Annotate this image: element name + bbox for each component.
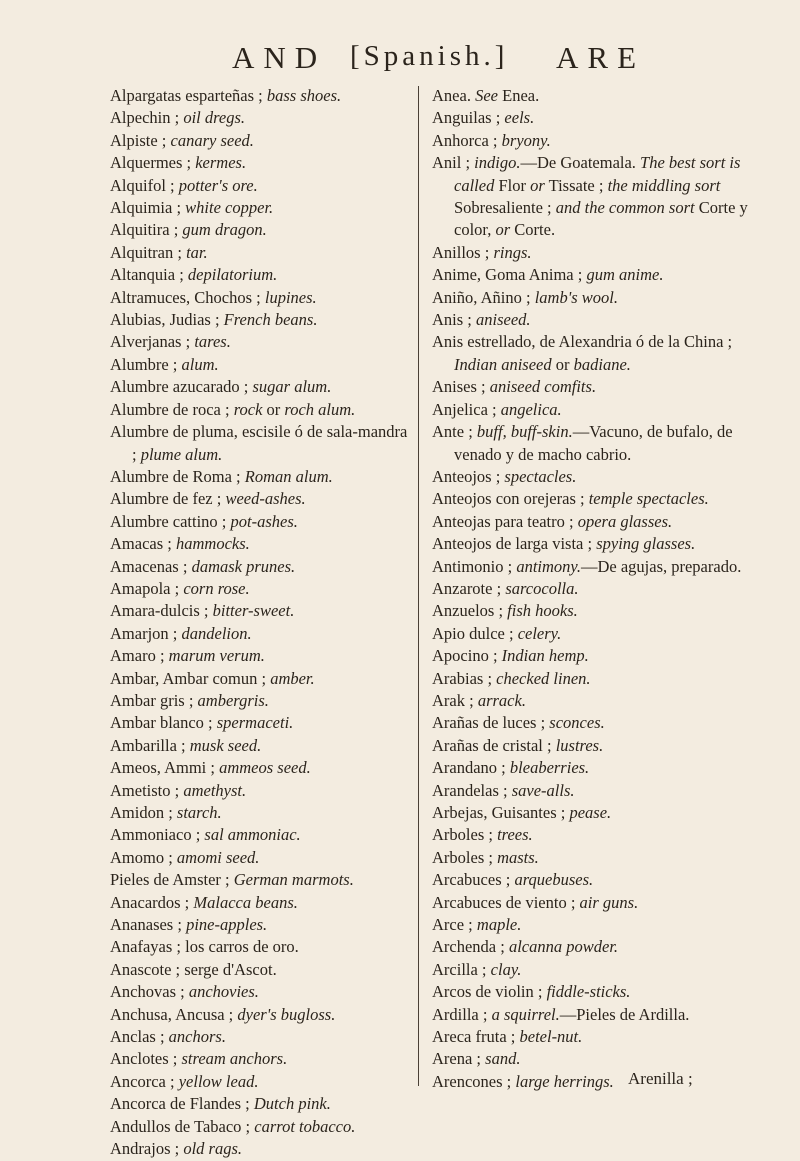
dictionary-entry [110,892,410,914]
entry-english: Roman alum. [244,466,333,486]
entry-english: pine-apples. [186,915,268,935]
entry-english: ammeos seed. [219,758,311,778]
entry-english: lustres. [555,735,604,755]
dictionary-entry [110,824,410,846]
entry-english: sand. [485,1049,521,1069]
entry-spanish: Anime, Goma Anima ; [432,265,587,285]
entry-spanish: Amaro ; [110,646,169,666]
entry-spanish: Anascote ; serge d'Ascot. [110,959,277,979]
header-left: AND [232,40,327,75]
entry-english: potter's ore. [178,175,258,195]
entry-spanish: Arañas de cristal ; [432,735,556,755]
entry-spanish: Anteojos de larga vista ; [432,534,597,554]
dictionary-entry [432,1071,772,1093]
entry-english: oil dregs. [183,108,246,128]
dictionary-entry [110,690,410,712]
dictionary-entry [110,735,410,757]
dictionary-entry [432,85,772,107]
dictionary-entry [432,623,772,645]
entry-spanish: Ametisto ; [110,780,184,800]
entry-spanish: Amomo ; [110,847,177,867]
dictionary-entry [110,959,410,981]
column-divider [418,86,419,1086]
dictionary-entry [432,645,772,667]
entry-english: air guns. [579,892,639,912]
dictionary-entry [110,354,410,376]
dictionary-entry [432,690,772,712]
entry-english: spectacles. [504,466,577,486]
entry-english: Dutch pink. [253,1094,331,1114]
entry-english: and the common sort [555,198,695,218]
entry-english: large herrings. [515,1071,614,1091]
entry-english: checked linen. [496,668,591,688]
entry-spanish: Arboles ; [432,825,498,845]
entry-english: sarcocolla. [505,578,579,598]
entry-spanish: Anis estrellado, de Alexandria ó de la China ; [432,332,733,352]
entry-english: sal ammoniac. [204,825,301,845]
entry-spanish: Arak ; [432,690,478,710]
dictionary-entry [110,578,410,600]
entry-english: hammocks. [175,534,250,554]
entry-spanish: Andullos de Tabaco ; [110,1116,255,1136]
dictionary-entry [432,802,772,824]
entry-english: kermes. [195,153,247,173]
dictionary-entry [110,85,410,107]
dictionary-entry [432,399,772,421]
entry-spanish: Ammoniaco ; [110,825,205,845]
dictionary-entry [110,264,410,286]
entry-text: Corte. [510,220,556,240]
entry-spanish: Anchusa, Ancusa ; [110,1004,238,1024]
entry-english: carrot tobacco. [254,1116,356,1136]
entry-spanish: Anacardos ; [110,892,194,912]
entry-english: sconces. [549,713,605,733]
entry-spanish: Alpargatas esparteñas ; [110,86,267,105]
dictionary-entry [432,892,772,914]
entry-spanish: Ameos, Ammi ; [110,758,220,778]
dictionary-entry [110,1116,410,1138]
entry-spanish: Amacas ; [110,534,176,554]
entry-spanish: Arce ; [432,915,477,935]
entry-spanish: Arcabuces ; [432,870,515,890]
entry-english: Indian hemp. [501,646,589,666]
entry-english: fish hooks. [507,601,578,621]
dictionary-entry [432,421,772,466]
entry-spanish: Alpiste ; [110,130,171,150]
dictionary-entry [110,1026,410,1048]
entry-text: —De Goatemala. [520,153,641,173]
dictionary-entry [110,130,410,152]
entry-spanish: Anteojas para teatro ; [432,511,578,531]
dictionary-entry [432,824,772,846]
entry-english: stream anchors. [181,1049,288,1069]
entry-spanish: Anil ; [432,153,475,173]
entry-text: —De agujas, preparado. [580,556,742,576]
entry-english: tar. [186,242,208,262]
entry-english: alum. [181,354,219,374]
dictionary-entry [110,197,410,219]
dictionary-entry [110,1048,410,1070]
entry-english: or [530,175,545,195]
header-right: ARE [556,40,645,75]
entry-spanish: Amapola ; [110,578,184,598]
entry-english: anchovies. [188,982,259,1002]
dictionary-entry [110,152,410,174]
entry-spanish: Altramuces, Chochos ; [110,287,265,307]
entry-text: —Pieles de Ardilla. [559,1004,690,1024]
entry-english: the middling sort [607,175,721,195]
entry-english: alcanna powder. [508,937,619,957]
entry-english: Malacca beans. [193,892,298,912]
entry-text: —Vacuno, de bufalo, de venado y de macho cabrio. [454,422,733,464]
entry-text: Sobresaliente ; [454,198,556,218]
entry-text: Enea. [497,86,540,105]
entry-english: badiane. [573,354,631,374]
entry-spanish: Amacenas ; [110,556,192,576]
dictionary-entry [110,981,410,1003]
dictionary-entry [110,376,410,398]
entry-english: plume alum. [140,444,223,464]
entry-english: canary seed. [170,130,254,150]
dictionary-entry [110,1138,410,1160]
dictionary-entry [432,735,772,757]
entry-english: dandelion. [181,623,252,643]
dictionary-entry [432,1004,772,1026]
entry-spanish: Alumbre de fez ; [110,489,226,509]
dictionary-entry [432,668,772,690]
entry-english: fiddle-sticks. [546,982,631,1002]
dictionary-entry [110,556,410,578]
entry-spanish: Ambar blanco ; [110,713,217,733]
dictionary-entry [110,1071,410,1093]
dictionary-entry [110,847,410,869]
entry-spanish: Amarjon ; [110,623,182,643]
entry-english: bass shoes. [266,86,342,105]
entry-english: tares. [194,332,231,352]
entry-spanish: Anzarote ; [432,578,506,598]
dictionary-entry [110,533,410,555]
entry-english: aniseed comfits. [489,377,597,397]
entry-spanish: Alquitran ; [110,242,187,262]
entry-english: eels. [504,108,535,128]
entry-spanish: Alumbre cattino ; [110,511,231,531]
dictionary-entry [110,914,410,936]
dictionary-entry [432,847,772,869]
dictionary-entry [110,175,410,197]
entry-english: buff, buff-skin. [476,422,573,442]
dictionary-entry [432,780,772,802]
entry-english: amethyst. [183,780,247,800]
dictionary-entry [432,152,772,242]
entry-spanish: Alumbre ; [110,354,182,374]
entry-spanish: Alumbre de Roma ; [110,466,245,486]
dictionary-entry [110,466,410,488]
entry-english: maple. [476,915,522,935]
entry-spanish: Anclas ; [110,1027,169,1047]
entry-spanish: Anhorca ; [432,130,502,150]
dictionary-entry [110,107,410,129]
entry-english: arquebuses. [514,870,594,890]
entry-spanish: Arencones ; [432,1071,516,1091]
entry-spanish: Ambarilla ; [110,735,190,755]
entry-english: marum verum. [168,646,265,666]
entry-english: ambergris. [197,690,269,710]
entry-spanish: Arabias ; [432,668,497,688]
right-column [432,85,772,1093]
entry-spanish: Anteojos ; [432,466,505,486]
entry-english: damask prunes. [191,556,296,576]
entry-english: indigo. [474,153,521,173]
entry-spanish: Ambar gris ; [110,690,198,710]
entry-spanish: Alquitira ; [110,220,183,240]
entry-english: a squirrel. [491,1004,560,1024]
dictionary-entry [110,668,410,690]
entry-spanish: Anteojos con orejeras ; [432,489,589,509]
entry-english: spermaceti. [216,713,294,733]
entry-spanish: Arañas de luces ; [432,713,550,733]
dictionary-entry [110,600,410,622]
dictionary-entry [432,287,772,309]
entry-english: clay. [490,959,522,979]
entry-english: masts. [497,847,539,867]
dictionary-entry [432,331,772,376]
entry-spanish: Ancorca ; [110,1071,179,1091]
entry-spanish: Anjelica ; [432,399,501,419]
entry-spanish: Anises ; [432,377,490,397]
entry-spanish: Anzuelos ; [432,601,508,621]
entry-spanish: Alubias, Judias ; [110,310,224,330]
entry-english: save-alls. [511,780,575,800]
entry-spanish: Alpechin ; [110,108,184,128]
entry-spanish: Anillos ; [432,242,494,262]
entry-english: celery. [517,623,562,643]
dictionary-entry [432,869,772,891]
dictionary-entry [432,981,772,1003]
entry-english: rings. [493,242,532,262]
entry-spanish: Archenda ; [432,937,509,957]
dictionary-entry [110,1004,410,1026]
dictionary-entry [110,309,410,331]
entry-english: The best sort is called [454,153,741,195]
dictionary-entry [432,600,772,622]
entry-english: temple spectacles. [588,489,709,509]
entry-english: sugar alum. [252,377,332,397]
entry-english: spying glasses. [596,534,696,554]
entry-english: antimony. [516,556,581,576]
entry-spanish: Alumbre azucarado ; [110,377,253,397]
entry-spanish: Anis ; [432,310,477,330]
entry-text: Tissate ; [544,175,608,195]
entry-spanish: Arandano ; [432,758,510,778]
entry-english: gum dragon. [182,220,267,240]
entry-english: anchors. [168,1027,226,1047]
dictionary-entry [110,757,410,779]
entry-spanish: Ambar, Ambar comun ; [110,668,271,688]
entry-english: amomi seed. [176,847,260,867]
entry-spanish: Ananases ; [110,915,187,935]
left-column [110,85,410,1161]
entry-spanish: Alumbre de roca ; [110,399,234,419]
entry-text: or [551,354,574,374]
entry-spanish: Ardilla ; [432,1004,492,1024]
entry-spanish: Apocino ; [432,646,502,666]
entry-spanish: Ancorca de Flandes ; [110,1094,254,1114]
dictionary-entry [110,287,410,309]
entry-english: betel-nut. [519,1027,583,1047]
entry-english: musk seed. [189,735,262,755]
entry-spanish: Arboles ; [432,847,498,867]
entry-english: pease. [569,803,612,822]
dictionary-entry [110,488,410,510]
entry-english: French beans. [223,310,318,330]
dictionary-entry [432,936,772,958]
entry-spanish: Ante ; [432,422,477,442]
entry-spanish: Andrajos ; [110,1139,184,1159]
dictionary-entry [432,376,772,398]
dictionary-entry [110,1093,410,1115]
dictionary-entry [432,757,772,779]
dictionary-entry [432,511,772,533]
entry-spanish: Arcos de violin ; [432,982,547,1002]
entry-text: or [262,399,285,419]
entry-spanish: Alumbre de pluma, escisile ó de sala-mandra ; [110,422,408,464]
dictionary-entry [110,511,410,533]
entry-spanish: Arbejas, Guisantes ; [432,803,570,822]
entry-english: lupines. [264,287,317,307]
dictionary-entry [110,802,410,824]
entry-spanish: Arcabuces de viento ; [432,892,580,912]
entry-english: roch alum. [284,399,356,419]
entry-english: bleaberries. [509,758,590,778]
dictionary-entry [110,712,410,734]
entry-english: opera glasses. [577,511,673,531]
entry-spanish: Anafayas ; los carros de oro. [110,937,299,957]
entry-english: gum anime. [586,265,664,285]
dictionary-entry [432,712,772,734]
entry-spanish: Antimonio ; [432,556,517,576]
entry-english: white copper. [185,198,274,218]
entry-spanish: Alquermes ; [110,153,196,173]
dictionary-entry [110,645,410,667]
entry-spanish: Amidon ; [110,803,177,822]
entry-english: weed-ashes. [225,489,306,509]
entry-spanish: Alquifol ; [110,175,179,195]
entry-english: or [495,220,511,240]
entry-english: aniseed. [476,310,531,330]
dictionary-entry [110,219,410,241]
entry-english: rock [233,399,263,419]
entry-spanish: Anclotes ; [110,1049,182,1069]
dictionary-entry [110,780,410,802]
dictionary-entry [432,309,772,331]
dictionary-entry [432,264,772,286]
entry-english: corn rose. [183,578,250,598]
entry-english: depilatorium. [187,265,278,285]
dictionary-entry [432,1048,772,1070]
dictionary-entry [110,399,410,421]
dictionary-entry [432,556,772,578]
dictionary-entry [110,869,410,891]
page-header [0,40,800,80]
entry-spanish: Anchovas ; [110,982,189,1002]
entry-english: yellow lead. [178,1071,259,1091]
entry-spanish: Alquimia ; [110,198,186,218]
entry-english: lamb's wool. [534,287,618,307]
dictionary-entry [432,242,772,264]
header-center: [Spanish.] [350,40,509,72]
dictionary-entry [110,331,410,353]
dictionary-entry [110,623,410,645]
entry-english: Indian aniseed [454,354,552,374]
entry-english: pot-ashes. [230,511,298,531]
entry-english: dyer's bugloss. [237,1004,336,1024]
entry-spanish: Arandelas ; [432,780,512,800]
entry-spanish: Apio dulce ; [432,623,518,643]
dictionary-entry [110,936,410,958]
entry-english: arrack. [477,690,526,710]
entry-english: angelica. [500,399,562,419]
entry-english: German marmots. [233,870,354,890]
dictionary-entry [110,242,410,264]
entry-english: starch. [176,803,222,822]
dictionary-entry [432,914,772,936]
entry-english: bryony. [501,130,551,150]
entry-text: Corte y color, [454,198,748,240]
entry-spanish: Pieles de Amster ; [110,870,234,890]
entry-text: Flor [494,175,531,195]
entry-spanish: Amara-dulcis ; [110,601,213,621]
entry-spanish: Aniño, Añino ; [432,287,535,307]
entry-spanish: Alverjanas ; [110,332,195,352]
entry-english: amber. [270,668,315,688]
entry-english: trees. [497,825,533,845]
entry-english: bitter-sweet. [212,601,295,621]
entry-spanish: Anea. [432,86,476,105]
dictionary-entry [432,1026,772,1048]
entry-spanish: Arcilla ; [432,959,491,979]
dictionary-entry [432,130,772,152]
catchword: Arenilla ; [628,1069,693,1088]
dictionary-entry [432,107,772,129]
dictionary-entry [432,466,772,488]
entry-spanish: Anguilas ; [432,108,505,128]
dictionary-entry [432,488,772,510]
dictionary-entry [432,578,772,600]
entry-english: See [475,86,498,105]
entry-english: old rags. [183,1139,243,1159]
entry-spanish: Areca fruta ; [432,1027,520,1047]
entry-spanish: Arena ; [432,1049,486,1069]
dictionary-entry [432,959,772,981]
entry-spanish: Altanquia ; [110,265,188,285]
dictionary-entry [432,533,772,555]
dictionary-entry [110,421,410,466]
